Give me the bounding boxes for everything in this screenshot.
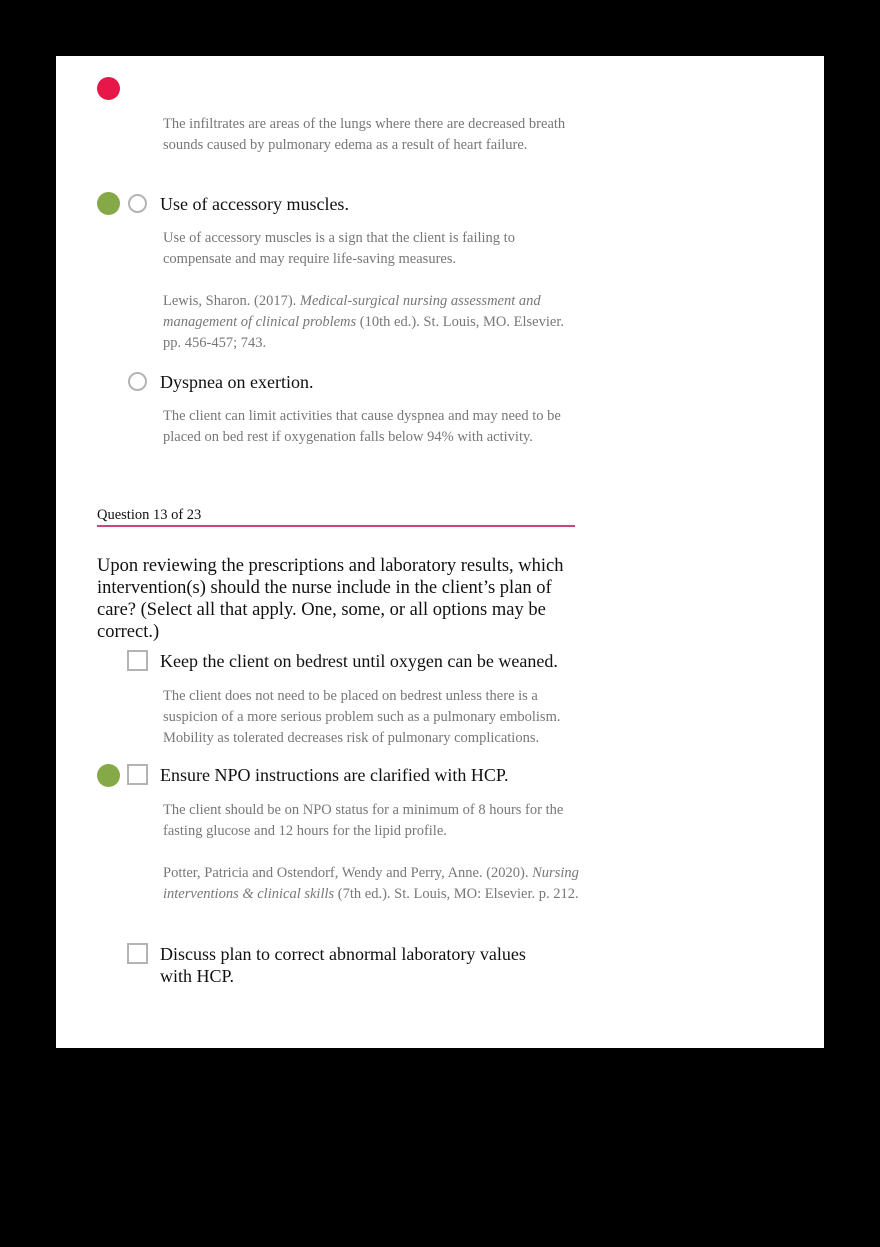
- checkbox-bedrest[interactable]: [127, 650, 148, 671]
- explanation-bedrest: The client does not need to be placed on bedrest unless there is a suspicion of a more serious problem such as a pulmonary embolism. Mobility as tolerated decreases risk of pulmonary complications.: [163, 688, 561, 746]
- incorrect-marker-icon: [97, 77, 120, 100]
- explanation-npo: The client should be on NPO status for a minimum of 8 hours for the fasting glucose and 12 hours for the lipid profile.: [163, 802, 564, 839]
- explanation-infiltrates: The infiltrates are areas of the lungs where there are decreased breath sounds caused by pulmonary edema as a result of heart failure.: [163, 116, 566, 153]
- checkbox-lab-values[interactable]: [127, 943, 148, 964]
- question-header: Question 13 of 23: [97, 507, 575, 527]
- correct-marker-icon: [97, 764, 120, 787]
- document-page: [56, 56, 824, 1048]
- reference-suffix: (10th ed.). St. Louis, MO. Elsevier. pp. 456-457; 743.: [163, 314, 564, 351]
- option-label-bedrest: Keep the client on bedrest until oxygen can be weaned.: [160, 651, 558, 671]
- reference-title: Nursing interventions & clinical skills: [163, 865, 579, 902]
- radio-dyspnea[interactable]: [128, 372, 147, 391]
- reference-prefix: Lewis, Sharon. (2017).: [163, 293, 300, 309]
- option-label-accessory-muscles: Use of accessory muscles.: [160, 194, 349, 214]
- question-text: Upon reviewing the prescriptions and laboratory results, which intervention(s) should the nurse include in the client’s plan of care? (Select all that apply. One, some, or all options may be correct.): [97, 556, 564, 642]
- reference-suffix: (7th ed.). St. Louis, MO: Elsevier. p. 212.: [334, 886, 579, 902]
- checkbox-npo[interactable]: [127, 764, 148, 785]
- explanation-accessory-muscles: Use of accessory muscles is a sign that the client is failing to compensate and may require life-saving measures.: [163, 230, 515, 267]
- option-label-npo: Ensure NPO instructions are clarified with HCP.: [160, 765, 509, 785]
- radio-accessory-muscles[interactable]: [128, 194, 147, 213]
- reference-lewis: [163, 291, 583, 354]
- option-label-lab-values: Discuss plan to correct abnormal laboratory values with HCP.: [160, 944, 526, 986]
- reference-potter: [163, 863, 583, 905]
- option-label-dyspnea: Dyspnea on exertion.: [160, 372, 314, 392]
- reference-title: Medical-surgical nursing assessment and management of clinical problems: [163, 293, 541, 330]
- explanation-dyspnea: The client can limit activities that cause dyspnea and may need to be placed on bed rest if oxygenation falls below 94% with activity.: [163, 408, 561, 445]
- correct-marker-icon: [97, 192, 120, 215]
- reference-prefix: Potter, Patricia and Ostendorf, Wendy and Perry, Anne. (2020).: [163, 865, 533, 881]
